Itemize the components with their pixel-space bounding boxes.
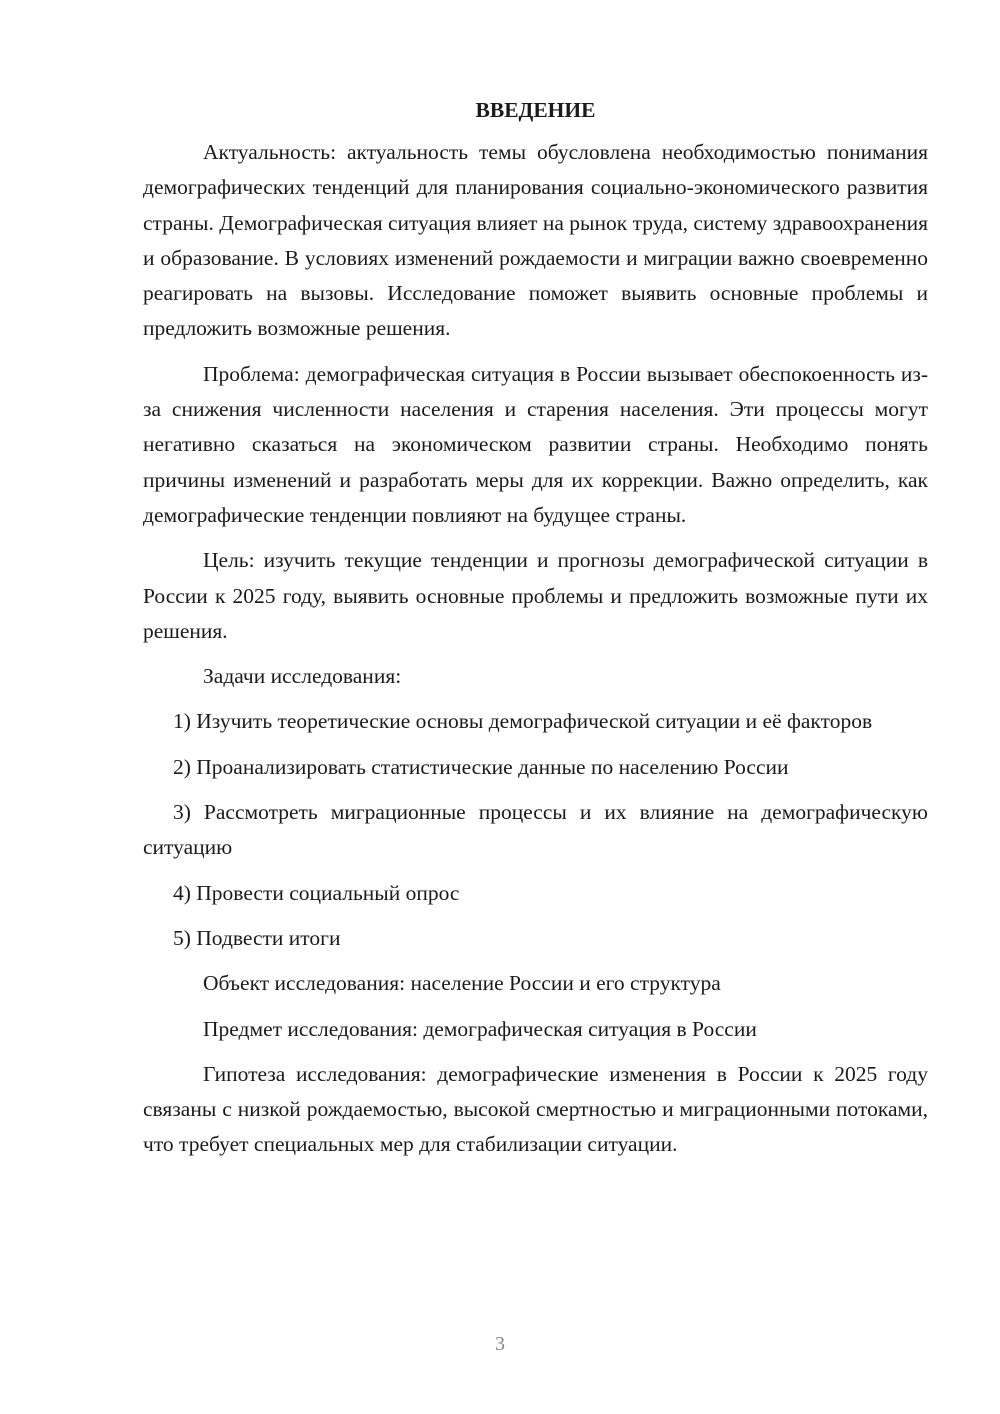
tasks-heading: Задачи исследования: xyxy=(203,664,402,689)
task-item-5: 5) Подвести итоги xyxy=(173,925,341,950)
hypothesis-paragraph: Гипотеза исследования: демографические изменения в России к 2025 году связаны с низкой рождаемостью, высокой смертностью и миграционными потоками, что требует специальных мер для стабилизации ситуации. xyxy=(143,1061,928,1157)
subject-line: Предмет исследования: демографическая ситуация в России xyxy=(203,1016,757,1041)
task-item-3: 3) Рассмотреть миграционные процессы и их влияние на демографическую ситуацию xyxy=(143,800,928,860)
problem-paragraph: Проблема: демографическая ситуация в России вызывает обеспокоенность из-за снижения численности населения и старения населения. Эти процессы могут негативно сказаться на экономическом развитии страны. Необходимо понять причины изменений и разработать меры для их коррекции. Важно определить, как демографические тенденции повлияют на будущее страны. xyxy=(143,361,928,527)
page-number: 3 xyxy=(495,1333,505,1355)
document-page xyxy=(143,93,928,1173)
goal-paragraph: Цель: изучить текущие тенденции и прогнозы демографической ситуации в России к 2025 году, выявить основные проблемы и предложить возможные пути их решения. xyxy=(143,548,928,643)
task-item-4: 4) Провести социальный опрос xyxy=(173,880,460,905)
task-item-1: 1) Изучить теоретические основы демографической ситуации и её факторов xyxy=(173,709,873,734)
task-item-2: 2) Проанализировать статистические данные по населению России xyxy=(173,754,789,779)
relevance-paragraph: Актуальность: актуальность темы обусловлена необходимостью понимания демографических тенденций для планирования социально-экономического развития страны. Демографическая ситуация влияет на рынок труда, систему здравоохранения и образование. В условиях изменений рождаемости и миграции важно своевременно реагировать на вызовы. Исследование поможет выявить основные проблемы и предложить возможные решения. xyxy=(143,140,928,341)
section-title: ВВЕДЕНИЕ xyxy=(475,98,596,122)
object-line: Объект исследования: население России и его структура xyxy=(203,971,721,996)
